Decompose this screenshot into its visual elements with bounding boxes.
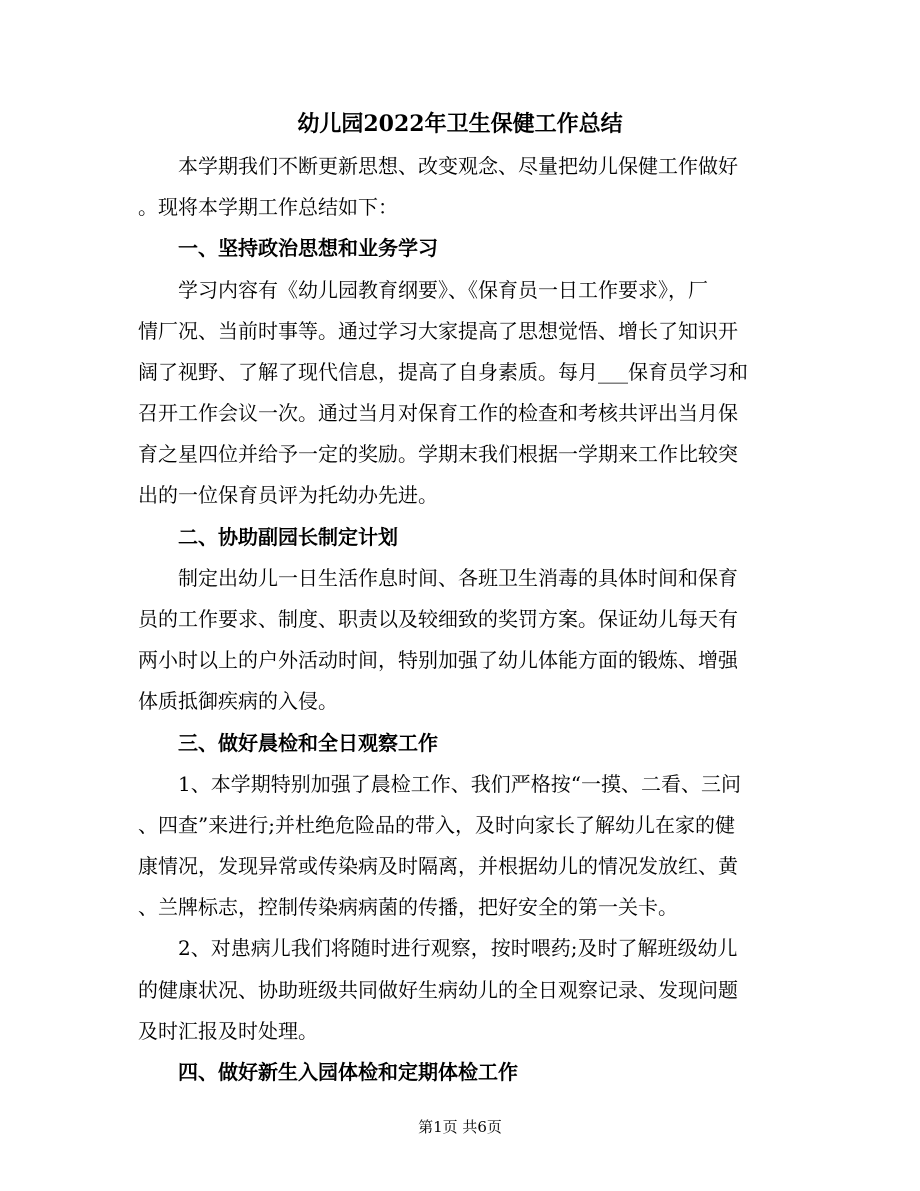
section-heading: 一、坚持政治思想和业务学习	[178, 236, 438, 260]
paragraph-line: 1、本学期特别加强了晨检工作、我们严格按“一摸、二看、三问	[178, 772, 741, 796]
paragraph-line: 及时汇报及时处理。	[138, 1019, 318, 1043]
paragraph-line: 出的一位保育员评为托幼办先进。	[138, 483, 438, 507]
paragraph-line: 本学期我们不断更新思想、改变观念、尽量把幼儿保健工作做好	[178, 154, 738, 178]
paragraph-line: 员的工作要求、制度、职责以及较细致的奖罚方案。保证幼儿每天有	[138, 607, 738, 631]
paragraph-line: 。现将本学期工作总结如下：	[138, 195, 398, 219]
paragraph-line: 阔了视野、了解了现代信息，提高了自身素质。每月___保育员学习和	[138, 360, 748, 384]
paragraph-line: 学习内容有《幼儿园教育纲要》、《保育员一日工作要求》，厂	[178, 278, 708, 302]
paragraph-line: 康情况，发现异常或传染病及时隔离，并根据幼儿的情况发放红、黄	[138, 854, 738, 878]
document-title: 幼儿园2022年卫生保健工作总结	[297, 111, 623, 137]
paragraph-line: 2、对患病儿我们将随时进行观察，按时喂药;及时了解班级幼儿	[178, 936, 738, 960]
paragraph-line: 两小时以上的户外活动时间，特别加强了幼儿体能方面的锻炼、增强	[138, 648, 738, 672]
paragraph-line: 育之星四位并给予一定的奖励。学期末我们根据一学期来工作比较突	[138, 442, 738, 466]
section-heading: 二、协助副园长制定计划	[178, 525, 398, 549]
paragraph-line: 的健康状况、协助班级共同做好生病幼儿的全日观察记录、发现问题	[138, 978, 738, 1002]
paragraph-line: 体质抵御疾病的入侵。	[138, 689, 338, 713]
paragraph-line: 、兰牌标志，控制传染病病菌的传播，把好安全的第一关卡。	[138, 895, 678, 919]
section-heading: 四、做好新生入园体检和定期体检工作	[178, 1060, 518, 1084]
section-heading: 三、做好晨检和全日观察工作	[178, 731, 438, 755]
paragraph-line: 召开工作会议一次。通过当月对保育工作的检查和考核共评出当月保	[138, 401, 738, 425]
paragraph-line: 、四查”来进行;并杜绝危险品的带入，及时向家长了解幼儿在家的健	[138, 813, 735, 837]
paragraph-line: 情厂况、当前时事等。通过学习大家提高了思想觉悟、增长了知识开	[138, 319, 738, 343]
page-number-footer: 第1页 共6页	[418, 1118, 502, 1136]
paragraph-line: 制定出幼儿一日生活作息时间、各班卫生消毒的具体时间和保育	[178, 566, 738, 590]
